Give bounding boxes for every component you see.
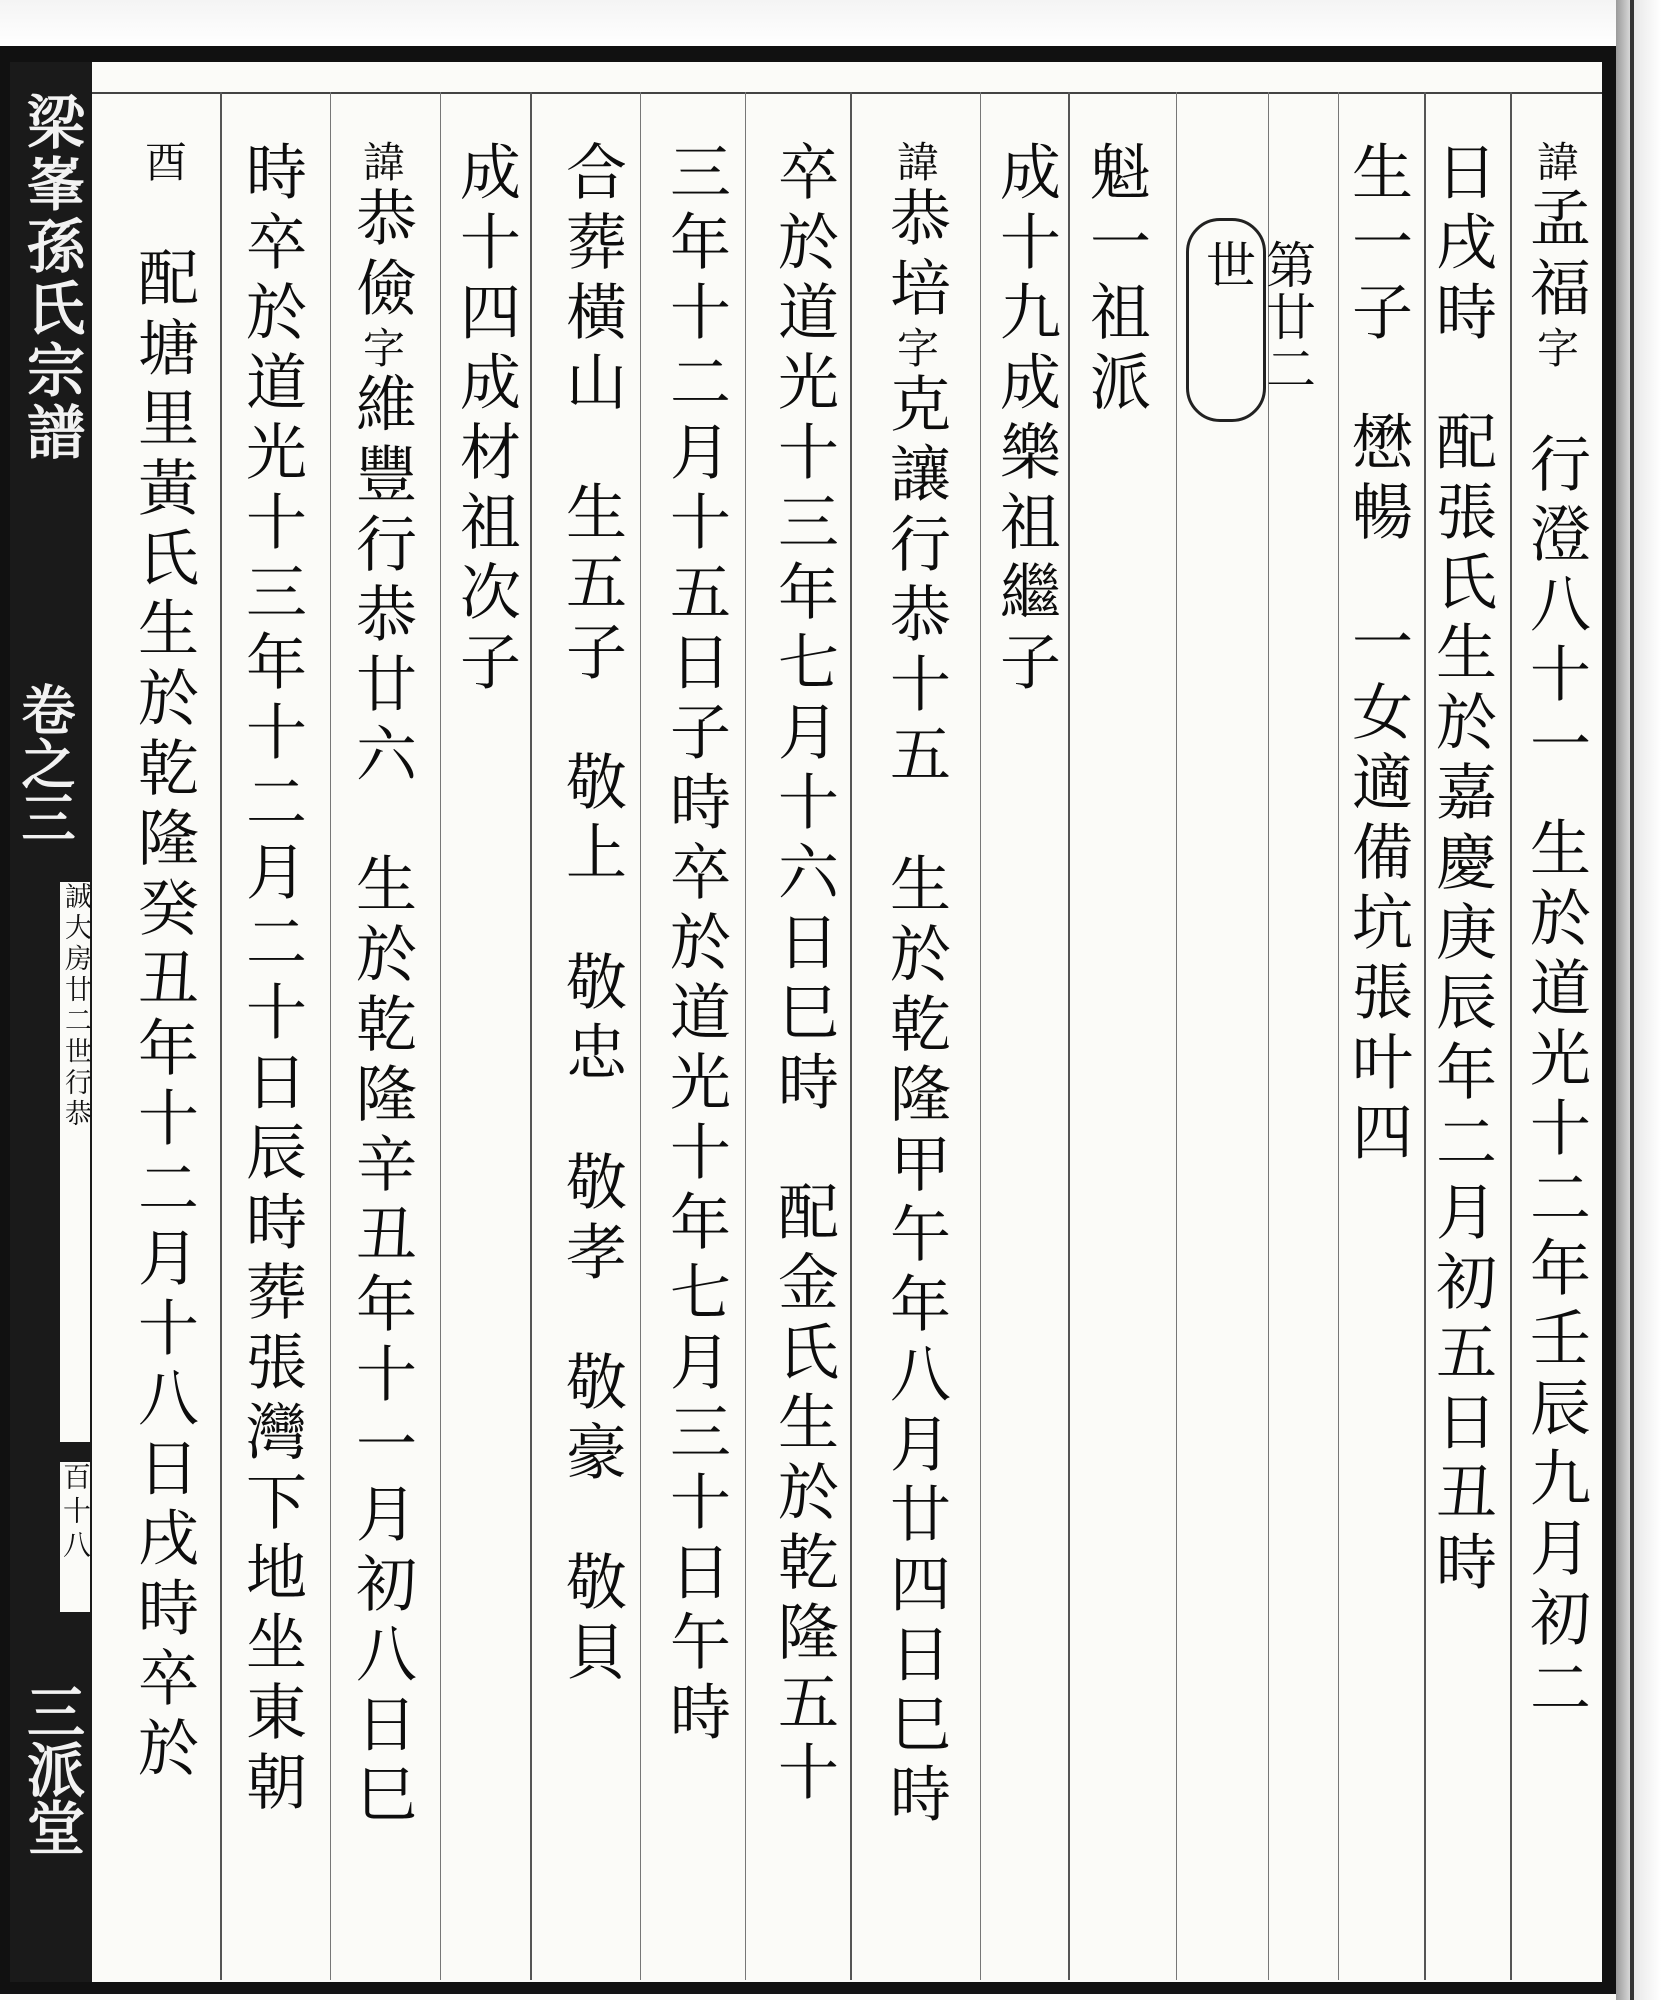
generation-badge	[1186, 218, 1316, 422]
branch-note: 誠大房廿二世行恭	[60, 882, 91, 1130]
hall-name: 三派堂	[17, 1682, 85, 1856]
son-name: 敬貝	[556, 1550, 627, 1690]
text-column-14	[128, 140, 198, 1786]
column-text: 日戌時	[1426, 140, 1497, 350]
column-rule	[980, 92, 981, 1980]
son-name: 敬忠	[556, 950, 627, 1090]
direction-text: 酉	[139, 140, 188, 186]
rank-text: 克讓行恭十五	[880, 372, 951, 792]
son-name: 懋暢	[1342, 410, 1413, 550]
birth-text: 生於乾隆辛丑年十一月初八日巳	[346, 852, 417, 1832]
column-rule	[850, 92, 852, 1980]
text-column-13	[236, 140, 306, 1820]
text-column-2	[1426, 140, 1496, 1600]
column-rule	[330, 92, 331, 1980]
spouse-text: 配張氏生於嘉慶庚辰年二月初五日丑時	[1426, 410, 1497, 1600]
column-text: 三年十二月十五日子時卒於道光十年七月三十日午時	[660, 140, 731, 1750]
column-rule	[220, 92, 222, 1980]
children-text: 生五子	[556, 480, 627, 690]
taboo-name-prefix: 諱	[1531, 140, 1580, 186]
text-column-10	[556, 140, 626, 1690]
rank-text: 維豐行恭廿六	[346, 372, 417, 792]
frame-right-border	[1602, 46, 1616, 1994]
daughter-text: 一女適備坑張叶四	[1342, 610, 1413, 1170]
branch-note-box	[60, 882, 90, 1442]
birth-text: 生於乾隆甲午年八月廿四日巳時	[880, 852, 951, 1832]
taboo-name-prefix: 諱	[891, 140, 940, 186]
column-rule	[440, 92, 441, 1980]
text-column-7	[880, 140, 950, 1832]
column-rule	[1338, 92, 1339, 1980]
book-title: 梁峯孫氏宗譜	[17, 92, 85, 464]
generation-label: 第廿二世	[1198, 239, 1316, 395]
son-name: 敬豪	[556, 1350, 627, 1490]
frame-bottom-border	[0, 1982, 1661, 1994]
son-name: 敬上	[556, 750, 627, 890]
courtesy-name-mark: 字	[891, 326, 940, 372]
birth-text: 生於道光十二年壬辰九月初二	[1520, 816, 1591, 1726]
text-column-5	[1080, 140, 1150, 420]
adoption-note: 成十九成樂祖繼子	[990, 140, 1061, 700]
children-text: 生一子	[1342, 140, 1413, 350]
column-rule	[640, 92, 641, 1980]
frame-left-border	[0, 46, 10, 1994]
page-number-box	[60, 1462, 90, 1612]
text-column-8	[768, 140, 838, 1810]
courtesy-name-mark: 字	[357, 326, 406, 372]
lineage-heading: 魁一祖派	[1080, 140, 1151, 420]
frame-top-border	[0, 46, 1661, 62]
column-rule	[1068, 92, 1070, 1980]
text-column-9	[660, 140, 730, 1750]
book-banner	[10, 62, 92, 1982]
text-column-6	[990, 140, 1060, 700]
column-rule	[530, 92, 532, 1980]
text-column-1	[1520, 140, 1590, 1726]
inner-top-rule	[92, 92, 1602, 94]
rank-text: 行澄八十一	[1520, 432, 1591, 782]
column-rule	[1510, 92, 1512, 1980]
person-name: 恭培	[880, 186, 951, 326]
son-name: 敬孝	[556, 1150, 627, 1290]
person-name: 恭儉	[346, 186, 417, 326]
binding-line	[1630, 0, 1634, 2000]
text-column-12	[346, 140, 416, 1832]
death-burial-text: 時卒於道光十三年十二月二十日辰時葬張灣下地坐東朝	[236, 140, 307, 1820]
spouse-text: 配金氏生於乾隆五十	[768, 1180, 839, 1810]
spouse-text: 配塘里黃氏生於乾隆癸丑年十二月十八日戌時卒於	[128, 246, 199, 1786]
text-column-11	[450, 140, 520, 700]
lineage-note: 成十四成材祖次子	[450, 140, 521, 700]
volume-label: 卷之三	[13, 682, 77, 844]
column-rule	[745, 92, 746, 1980]
courtesy-name-mark: 字	[1531, 326, 1580, 372]
taboo-name-prefix: 諱	[357, 140, 406, 186]
page-top-edge	[0, 0, 1661, 46]
page-number: 百十八	[59, 1462, 92, 1564]
text-column-3	[1342, 140, 1412, 1170]
death-text: 卒於道光十三年七月十六日巳時	[768, 140, 839, 1120]
person-name: 孟福	[1520, 186, 1591, 326]
burial-text: 合葬橫山	[556, 140, 627, 420]
binding-edge	[1616, 0, 1661, 2000]
column-rule	[1176, 92, 1177, 1980]
